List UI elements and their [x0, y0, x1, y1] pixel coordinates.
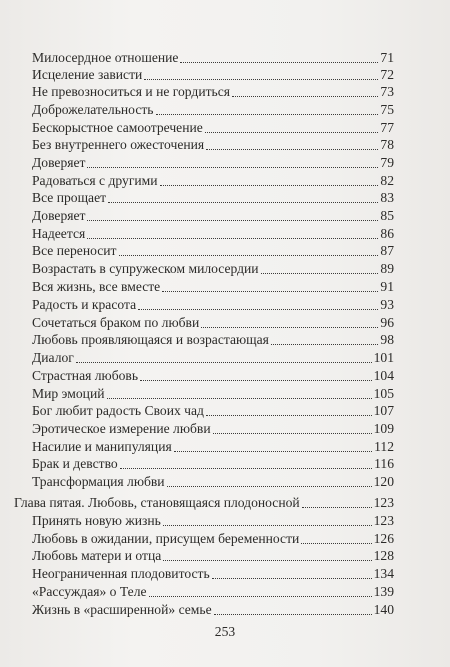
toc-entry-page: 139: [373, 584, 394, 599]
toc-entry: [32, 189, 394, 207]
toc-entry: [32, 49, 394, 67]
toc-entry-title: Принять новую жизнь: [32, 512, 161, 528]
toc-entry: [32, 385, 394, 403]
toc-entry: [32, 367, 394, 385]
toc-entry-page: 123: [373, 495, 394, 510]
toc-entry: [32, 136, 394, 154]
toc-entry-page: 134: [373, 566, 394, 582]
toc-entry-title: Бог любит радость Своих чад: [32, 403, 204, 418]
toc-entry-page: 82: [380, 173, 394, 188]
dot-leader: [174, 451, 372, 452]
toc-entry-page: 78: [380, 137, 394, 152]
toc-entry-title: Любовь в ожидании, присущем беременности: [32, 530, 300, 546]
toc-entry: [32, 207, 394, 225]
toc-entry-title: Жизнь в «расширенной» семье: [32, 601, 212, 617]
toc-entry-title: Сочетаться браком по любви: [32, 315, 200, 330]
dot-leader: [87, 220, 378, 221]
toc-entry: [32, 278, 394, 296]
toc-entry: [32, 296, 394, 314]
toc-entry-title: Страстная любовь: [32, 368, 139, 383]
toc-entry-title: Любовь проявляющаяся и возрастающая: [32, 332, 269, 347]
toc-entry-page: 105: [373, 386, 394, 401]
toc-entry: [32, 331, 394, 349]
toc-entry: [32, 601, 394, 619]
toc-entry-page: 79: [380, 155, 394, 170]
toc-entry: [32, 349, 394, 367]
toc-entry-title: Не превозноситься и не гордиться: [32, 84, 231, 99]
toc-entry-title: Доверяет: [32, 155, 86, 170]
toc-entry: [32, 473, 394, 491]
dot-leader: [87, 238, 378, 239]
toc-entry-page: 101: [373, 350, 394, 365]
dot-leader: [138, 309, 378, 310]
toc-entry-title: Мир эмоций: [32, 386, 105, 401]
toc-entry-title: Диалог: [32, 350, 74, 365]
dot-leader: [119, 255, 379, 256]
dot-leader: [201, 327, 378, 328]
toc-entry-title: Исцеление зависти: [32, 67, 143, 82]
toc-entry-page: 140: [373, 601, 394, 617]
toc-entry-title: Трансформация любви: [32, 474, 165, 489]
toc-entry-title: Бескорыстное самоотречение: [32, 120, 203, 135]
toc-entry-title: Милосердное отношение: [32, 50, 179, 65]
toc-entry-title: Эротическое измерение любви: [32, 421, 211, 436]
toc-entry-title: Вся жизнь, все вместе: [32, 279, 161, 294]
dot-leader: [212, 578, 372, 579]
dot-leader: [167, 486, 372, 487]
toc-entry-page: 96: [380, 315, 394, 330]
toc-entry: [32, 420, 394, 438]
toc-entry-title: Глава пятая. Любовь, становящаяся плодоносной: [14, 495, 300, 510]
toc-entry-title: Доброжелательность: [32, 102, 154, 117]
toc-entry-page: 104: [373, 368, 394, 383]
dot-leader: [156, 114, 379, 115]
dot-leader: [213, 433, 372, 434]
dot-leader: [149, 596, 372, 597]
toc-entry-page: 91: [380, 279, 394, 294]
toc-entry-title: Все прощает: [32, 190, 107, 205]
dot-leader: [206, 149, 378, 150]
toc-entry-title: Надеется: [32, 226, 86, 241]
toc-entry-page: 93: [380, 297, 394, 312]
toc-entry-title: Все переносит: [32, 243, 117, 258]
toc-entry: [32, 565, 394, 583]
toc-entry-page: 107: [373, 403, 394, 418]
toc-entry: [32, 172, 394, 190]
toc-entry-title: Брак и девство: [32, 456, 118, 471]
dot-leader: [271, 344, 378, 345]
dot-leader: [301, 543, 371, 544]
dot-leader: [120, 468, 372, 469]
toc-entry-title: Без внутреннего ожесточения: [32, 137, 205, 152]
dot-leader: [163, 560, 371, 561]
toc-entry-page: 120: [373, 474, 394, 489]
toc-entry: [32, 438, 394, 456]
toc-entry: [32, 314, 394, 332]
toc-entry: [32, 583, 394, 601]
dot-leader: [144, 79, 378, 80]
toc-entry-title: Любовь матери и отца: [32, 548, 162, 564]
toc-entry-page: 77: [380, 120, 394, 135]
toc-entry-title: Радоваться с другими: [32, 173, 158, 188]
toc-entry-page: 83: [380, 190, 394, 205]
toc-entry-title: Возрастать в супружеском милосердии: [32, 261, 259, 276]
toc-entry-page: 116: [374, 456, 394, 471]
toc-entry-title: «Рассуждая» о Теле: [32, 584, 147, 599]
dot-leader: [87, 167, 378, 168]
toc-entry-page: 89: [380, 261, 394, 276]
toc-entry-page: 73: [380, 84, 394, 99]
toc-entry-title: Неограниченная плодовитость: [32, 566, 210, 582]
page-number: 253: [214, 624, 236, 639]
dot-leader: [232, 96, 378, 97]
toc-entry-page: 85: [380, 208, 394, 223]
toc-entry-page: 87: [380, 243, 394, 258]
toc-entry: [32, 242, 394, 260]
toc-entry: [32, 101, 394, 119]
toc-entry: [32, 530, 394, 548]
toc-entry: [32, 83, 394, 101]
dot-leader: [160, 185, 378, 186]
dot-leader: [108, 202, 378, 203]
dot-leader: [162, 291, 378, 292]
toc-entry: [32, 455, 394, 473]
dot-leader: [205, 132, 378, 133]
toc-entry-page: 98: [380, 332, 394, 347]
toc-entry: [32, 260, 394, 278]
toc-entry: [32, 154, 394, 172]
toc-entry: [32, 66, 394, 84]
toc-entry: [32, 225, 394, 243]
dot-leader: [107, 398, 372, 399]
toc-entry-page: 86: [380, 226, 394, 241]
dot-leader: [214, 614, 372, 615]
toc-entry-page: 126: [373, 530, 394, 546]
toc-entry-title: Насилие и манипуляция: [32, 439, 172, 454]
toc-entry: [32, 402, 394, 420]
toc-entry-page: 112: [374, 439, 394, 454]
toc-entry-page: 109: [373, 421, 394, 436]
toc-entry-page: 72: [380, 67, 394, 82]
toc-entry-title: Радость и красота: [32, 297, 137, 312]
toc-entry: [32, 547, 394, 565]
toc-entry-page: 128: [373, 548, 394, 564]
dot-leader: [206, 415, 372, 416]
dot-leader: [302, 507, 372, 508]
chapter-heading-row: [14, 494, 394, 512]
dot-leader: [76, 362, 372, 363]
toc-entry-page: 123: [373, 512, 394, 528]
dot-leader: [163, 525, 372, 526]
toc-entry-title: Доверяет: [32, 208, 86, 223]
toc-entry-page: 75: [380, 102, 394, 117]
dot-leader: [180, 62, 378, 63]
toc-entry: [32, 512, 394, 530]
dot-leader: [261, 273, 378, 274]
dot-leader: [140, 380, 372, 381]
toc-entry-page: 71: [380, 50, 394, 65]
toc-entry: [32, 119, 394, 137]
